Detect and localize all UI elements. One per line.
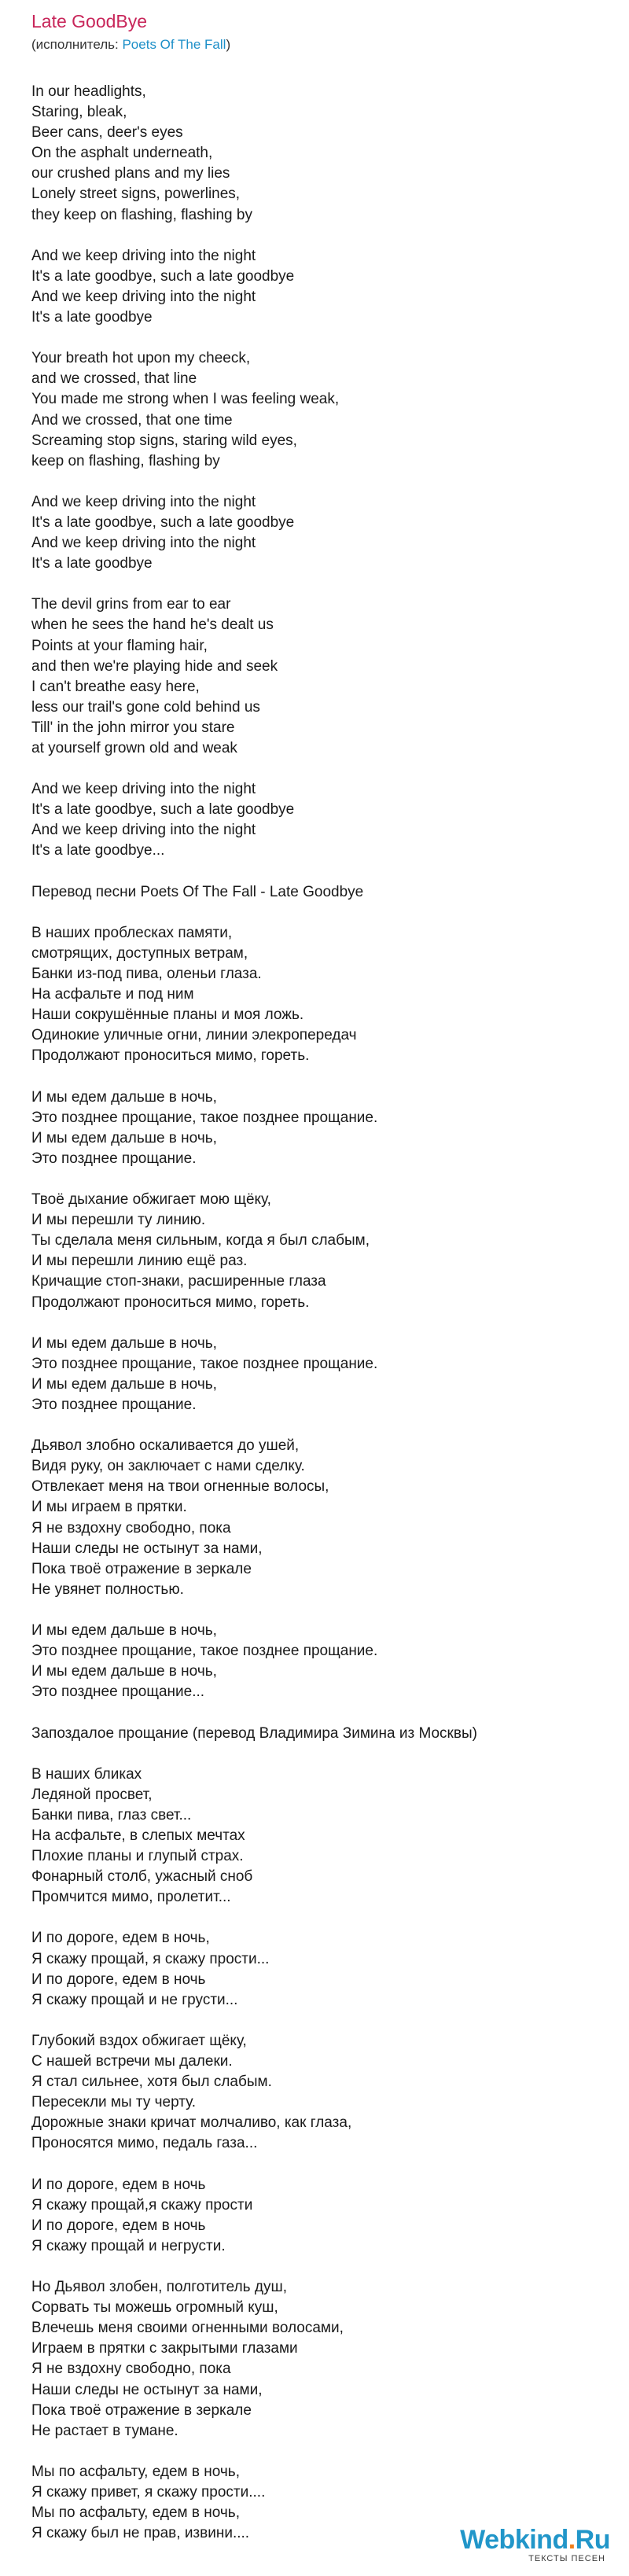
artist-line [31, 35, 230, 54]
lyric-line: Я стал сильнее, хотя был слабым. [31, 2074, 272, 2091]
lyric-line: and we crossed, that line [31, 370, 197, 388]
lyric-line: Наши сокрушённые планы и моя ложь. [31, 1006, 304, 1024]
lyric-line: It's a late goodbye, such a late goodbye [31, 513, 295, 531]
lyric-line: Банки из-под пива, оленьи глаза. [31, 966, 262, 983]
lyric-line: keep on flashing, flashing by [31, 452, 220, 469]
lyric-line: Я скажу прощай, я скажу прости... [31, 1950, 270, 1967]
stanza-break [31, 2154, 598, 2174]
stanza-break [31, 1169, 598, 1190]
lyric-line: Твоё дыхание обжигает мою щёку, [31, 1191, 271, 1209]
stanza-break [31, 1067, 598, 1087]
lyric-line: Продолжают проноситься мимо, гореть. [31, 1294, 310, 1311]
lyric-line: at yourself grown old and weak [31, 740, 237, 756]
logo-wordmark: Webkind.Ru [460, 2525, 610, 2555]
lyric-line: И мы играем в прятки. [31, 1499, 187, 1516]
lyric-line: Одинокие уличные огни, линии элекропередач [31, 1027, 357, 1044]
stanza-break [31, 2442, 598, 2462]
lyric-line: И по дороге, едем в ночь [31, 2176, 206, 2193]
lyric-line: Это позднее прощание... [31, 1684, 205, 1701]
lyric-line: Я скажу прощай,я скажу прости [31, 2196, 253, 2214]
lyric-line: Промчится мимо, пролетит... [31, 1889, 231, 1906]
stanza-break [31, 1313, 598, 1334]
lyric-line: Ледяной просвет, [31, 1786, 153, 1803]
lyric-line: Beer cans, deer's eyes [31, 124, 183, 142]
lyric-line: Ты сделала меня сильным, когда я был слабым, [31, 1232, 370, 1249]
lyric-line: and then we're playing hide and seek [31, 657, 278, 675]
lyric-line: Staring, bleak, [31, 104, 127, 121]
lyric-line: Отвлекает меня на твои огненные волосы, [31, 1478, 329, 1496]
lyric-line: И мы едем дальше в ночь, [31, 1334, 217, 1352]
lyric-line: И мы перешли линию ещё раз. [31, 1253, 248, 1270]
lyric-line: С нашей встречи мы далеки. [31, 2053, 233, 2070]
lyric-line: Это позднее прощание. [31, 1150, 197, 1167]
logo-tagline: ТЕКСТЫ ПЕСЕН [528, 2554, 605, 2563]
lyric-line: Пока твоё отражение в зеркале [31, 1560, 252, 1577]
lyric-line: Это позднее прощание. [31, 1397, 197, 1413]
lyric-line: Продолжают проноситься мимо, гореть. [31, 1047, 310, 1065]
lyric-line: И мы едем дальше в ночь, [31, 1663, 217, 1680]
lyric-line: And we keep driving into the night [31, 822, 256, 839]
lyric-line: Я не вздохну свободно, пока [31, 1519, 231, 1536]
lyric-line: Я скажу был не прав, извини.... [31, 2525, 250, 2542]
lyric-line: Перевод песни Poets Of The Fall - Late Goodbye [31, 883, 364, 900]
stanza-break [31, 226, 598, 246]
lyric-line: when he sees the hand he's dealt us [31, 616, 274, 634]
artist-suffix: ) [226, 37, 231, 52]
lyric-line: I can't breathe easy here, [31, 678, 200, 695]
lyric-line: Это позднее прощание, такое позднее прощание. [31, 1109, 378, 1126]
stanza-break [31, 2011, 598, 2031]
lyric-line: The devil grins from ear to ear [31, 596, 231, 613]
stanza-break [31, 472, 598, 492]
lyric-line: На асфальте, в слепых мечтах [31, 1827, 245, 1844]
stanza-break [31, 862, 598, 882]
lyric-line: Запоздалое прощание (перевод Владимира Зимина из Москвы) [31, 1724, 477, 1742]
lyric-line: Points at your flaming hair, [31, 637, 208, 654]
lyric-line: Мы по асфальту, едем в ночь, [31, 2463, 240, 2480]
lyric-line: It's a late goodbye... [31, 842, 165, 859]
stanza-break [31, 1702, 598, 1723]
lyric-line: И мы едем дальше в ночь, [31, 1088, 217, 1106]
lyric-line: И по дороге, едем в ночь, [31, 1930, 210, 1947]
lyric-line: И мы едем дальше в ночь, [31, 1375, 217, 1393]
artist-link[interactable]: Poets Of The Fall [122, 37, 226, 52]
lyric-line: Till' in the john mirror you stare [31, 719, 235, 736]
lyric-line: Фонарный столб, ужасный сноб [31, 1868, 253, 1886]
lyric-line: Пересекли мы ту черту. [31, 2094, 197, 2111]
lyric-line: Банки пива, глаз свет... [31, 1806, 192, 1823]
lyric-line: And we keep driving into the night [31, 535, 256, 552]
lyric-line: It's a late goodbye, such a late goodbye [31, 267, 295, 285]
stanza-break [31, 759, 598, 779]
lyric-line: Мы по асфальту, едем в ночь, [31, 2504, 240, 2522]
lyric-line: And we keep driving into the night [31, 781, 256, 798]
lyrics-text [31, 82, 598, 2544]
lyric-line: It's a late goodbye [31, 555, 153, 572]
lyric-line: Пока твоё отражение в зеркале [31, 2401, 252, 2419]
lyric-line: Проносятся мимо, педаль газа... [31, 2135, 258, 2152]
lyric-line: On the asphalt underneath, [31, 145, 213, 162]
lyric-line: Не увянет полностью. [31, 1581, 184, 1598]
stanza-break [31, 2257, 598, 2277]
lyric-line: Сорвать ты можешь огромный куш, [31, 2299, 278, 2317]
song-title: Late GoodBye [31, 11, 148, 31]
stanza-break [31, 903, 598, 923]
lyric-line: В наших бликах [31, 1765, 142, 1783]
lyric-line: Я скажу прощай и не грусти... [31, 1991, 238, 2008]
lyric-line: In our headlights, [31, 83, 146, 100]
stanza-break [31, 1908, 598, 1928]
lyric-line: Не растает в тумане. [31, 2422, 178, 2439]
lyric-line: Играем в прятки с закрытыми глазами [31, 2340, 298, 2357]
lyric-line: смотрящих, доступных ветрам, [31, 944, 248, 962]
site-logo[interactable] [445, 2524, 610, 2565]
lyric-line: Наши следы не остынут за нами, [31, 2381, 263, 2398]
lyric-line: Глубокий вздох обжигает щёку, [31, 2032, 247, 2049]
stanza-break [31, 574, 598, 594]
lyric-line: Дьявол злобно оскаливается до ушей, [31, 1437, 300, 1455]
lyric-line: It's a late goodbye [31, 309, 153, 326]
stanza-break [31, 1600, 598, 1621]
lyric-line: Screaming stop signs, staring wild eyes, [31, 432, 297, 449]
lyric-line: На асфальте и под ним [31, 986, 194, 1003]
stanza-break [31, 1415, 598, 1436]
stanza-break [31, 328, 598, 348]
lyric-line: You made me strong when I was feeling weak, [31, 391, 340, 408]
artist-prefix: (исполнитель: [31, 37, 123, 52]
lyric-line: Плохие планы и глупый страх. [31, 1848, 244, 1865]
lyric-line: And we keep driving into the night [31, 247, 256, 264]
lyric-line: Это позднее прощание, такое позднее прощание. [31, 1643, 378, 1660]
lyric-line: И по дороге, едем в ночь [31, 2217, 206, 2234]
lyric-line: Я не вздохну свободно, пока [31, 2361, 231, 2378]
lyric-line: И мы едем дальше в ночь, [31, 1622, 217, 1639]
lyric-line: Кричащие стоп-знаки, расширенные глаза [31, 1273, 326, 1290]
lyric-line: Lonely street signs, powerlines, [31, 186, 241, 203]
lyric-line: Видя руку, он заключает с нами сделку. [31, 1458, 305, 1475]
lyric-line: Я скажу прощай и негрусти. [31, 2237, 226, 2254]
lyric-line: Это позднее прощание, такое позднее прощание. [31, 1355, 378, 1372]
lyric-line: И мы перешли ту линию. [31, 1212, 206, 1229]
lyric-line: Дорожные знаки кричат молчаливо, как глаза, [31, 2114, 352, 2132]
lyric-line: It's a late goodbye, such a late goodbye [31, 801, 295, 819]
lyric-line: Наши следы не остынут за нами, [31, 1540, 263, 1557]
lyric-line: И мы едем дальше в ночь, [31, 1129, 217, 1146]
lyric-line: our crushed plans and my lies [31, 165, 230, 182]
lyric-line: Но Дьявол злобен, полготитель душ, [31, 2279, 287, 2296]
lyric-line: Your breath hot upon my cheeck, [31, 350, 251, 367]
lyric-line: less our trail's gone cold behind us [31, 698, 260, 716]
lyric-line: Влечешь меня своими огненными волосами, [31, 2320, 344, 2337]
lyric-line: В наших проблесках памяти, [31, 924, 233, 941]
lyric-line: And we keep driving into the night [31, 288, 256, 305]
lyric-line: And we keep driving into the night [31, 493, 256, 510]
lyric-line: И по дороге, едем в ночь [31, 1971, 206, 1988]
lyric-line: And we crossed, that one time [31, 411, 233, 429]
lyric-line: they keep on flashing, flashing by [31, 206, 252, 223]
stanza-break [31, 1744, 598, 1765]
lyric-line: Я скажу привет, я скажу прости.... [31, 2483, 266, 2501]
